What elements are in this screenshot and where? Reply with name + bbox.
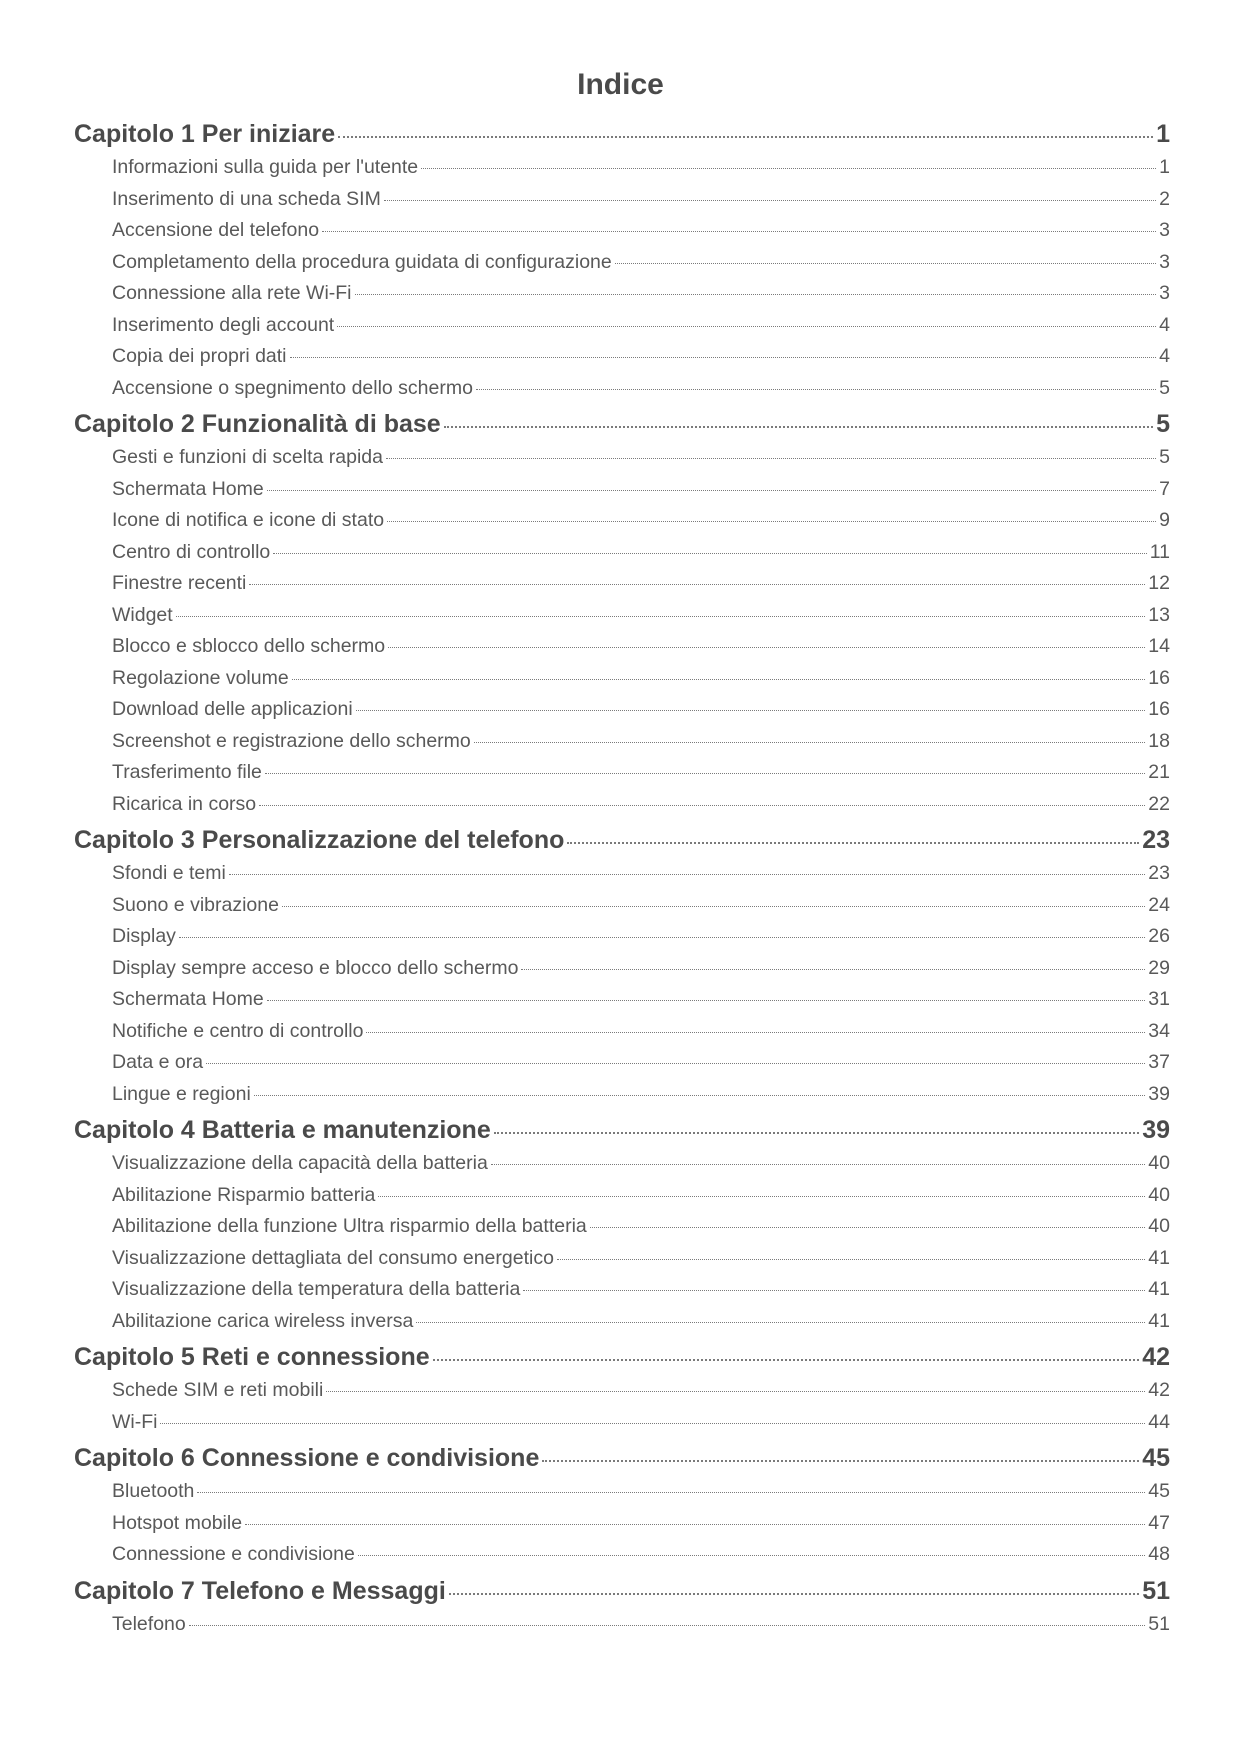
dot-leader (384, 200, 1156, 201)
toc-section-entry[interactable] (74, 1247, 1170, 1279)
dot-leader (387, 521, 1156, 522)
dot-leader (326, 1391, 1145, 1392)
toc-page-number: 41 (1148, 1278, 1170, 1300)
toc-entry-label: Telefono (112, 1612, 186, 1635)
toc-entry-label: Finestre recenti (112, 572, 247, 594)
toc-chapter-entry[interactable] (74, 410, 1170, 446)
toc-section-entry[interactable] (74, 604, 1170, 636)
toc-page-number: 18 (1148, 729, 1170, 752)
toc-page-number: 24 (1148, 893, 1170, 916)
toc-page-number: 29 (1148, 956, 1170, 979)
toc-section-entry[interactable] (74, 894, 1170, 926)
toc-page-number: 40 (1148, 1183, 1170, 1206)
toc-page-number: 12 (1148, 572, 1170, 594)
toc-page-number: 37 (1148, 1051, 1170, 1073)
dot-leader (494, 1132, 1139, 1134)
toc-entry-label: Copia dei propri dati (112, 345, 287, 367)
toc-section-entry[interactable] (74, 698, 1170, 730)
dot-leader (491, 1164, 1146, 1165)
toc-page-number: 47 (1148, 1511, 1170, 1534)
toc-section-entry[interactable] (74, 862, 1170, 894)
toc-section-entry[interactable] (74, 667, 1170, 699)
toc-entry-label: Download delle applicazioni (112, 698, 353, 720)
toc-section-entry[interactable] (74, 541, 1170, 573)
toc-section-entry[interactable] (74, 314, 1170, 346)
toc-entry-label: Icone di notifica e icone di stato (112, 509, 385, 531)
toc-page-number: 41 (1148, 1309, 1170, 1332)
toc-section-entry[interactable] (74, 509, 1170, 541)
toc-entry-label: Screenshot e registrazione dello schermo (112, 729, 471, 752)
dot-leader (366, 1032, 1145, 1033)
toc-entry-label: Display sempre acceso e blocco dello schermo (112, 956, 519, 979)
toc-page-number: 5 (1156, 410, 1170, 438)
toc-entry-label: Gesti e funzioni di scelta rapida (112, 446, 383, 468)
toc-entry-label: Capitolo 3 Personalizzazione del telefono (74, 826, 565, 854)
toc-entry-label: Schermata Home (112, 988, 264, 1010)
dot-leader (338, 136, 1153, 138)
toc-page-number: 3 (1159, 219, 1170, 241)
toc-page-number: 51 (1142, 1576, 1170, 1605)
dot-leader (206, 1063, 1145, 1064)
dot-leader (386, 458, 1156, 459)
toc-section-entry[interactable] (74, 635, 1170, 667)
dot-leader (449, 1593, 1139, 1595)
toc-entry-label: Capitolo 6 Connessione e condivisione (74, 1444, 540, 1472)
toc-entry-label: Wi-Fi (112, 1410, 158, 1433)
toc-entry-label: Capitolo 7 Telefono e Messaggi (74, 1576, 446, 1605)
toc-page-number: 9 (1159, 509, 1170, 531)
dot-leader (322, 231, 1156, 232)
toc-page-number: 48 (1148, 1543, 1170, 1565)
toc-entry-label: Schede SIM e reti mobili (112, 1379, 324, 1401)
toc-entry-label: Centro di controllo (112, 540, 271, 563)
dot-leader (356, 710, 1146, 711)
toc-entry-label: Abilitazione Risparmio batteria (112, 1183, 376, 1206)
dot-leader (179, 937, 1145, 938)
toc-page-number: 5 (1159, 376, 1170, 399)
toc-page-number: 21 (1148, 761, 1170, 783)
toc-section-entry[interactable] (74, 730, 1170, 762)
toc-entry-label: Data e ora (112, 1051, 204, 1073)
toc-chapter-entry[interactable] (74, 1444, 1170, 1480)
toc-page-number: 16 (1148, 666, 1170, 689)
toc-section-entry[interactable] (74, 1215, 1170, 1247)
toc-entry-label: Blocco e sblocco dello schermo (112, 635, 386, 657)
toc-page-number: 23 (1142, 826, 1170, 854)
dot-leader (254, 1095, 1146, 1096)
dot-leader (355, 294, 1157, 295)
toc-section-entry[interactable] (74, 251, 1170, 283)
toc-entry-label: Capitolo 2 Funzionalità di base (74, 410, 441, 438)
toc-entry-label: Trasferimento file (112, 761, 262, 783)
toc-entry-label: Abilitazione carica wireless inversa (112, 1309, 414, 1332)
toc-entry-label: Bluetooth (112, 1480, 195, 1502)
toc-page-number: 26 (1148, 925, 1170, 947)
toc-entry-label: Inserimento di una scheda SIM (112, 187, 381, 210)
dot-leader (476, 389, 1156, 390)
toc-entry-label: Visualizzazione della temperatura della batteria (112, 1278, 521, 1300)
toc-page-number: 3 (1159, 282, 1170, 304)
dot-leader (542, 1460, 1139, 1462)
toc-entry-label: Abilitazione della funzione Ultra risparmio della batteria (112, 1215, 587, 1237)
toc-section-entry[interactable] (74, 377, 1170, 409)
toc-page-number: 39 (1142, 1116, 1170, 1144)
toc-section-entry[interactable] (74, 1083, 1170, 1115)
toc-section-entry[interactable] (74, 793, 1170, 825)
dot-leader (421, 168, 1156, 169)
dot-leader (557, 1259, 1145, 1260)
toc-section-entry[interactable] (74, 1310, 1170, 1342)
dot-leader (197, 1492, 1145, 1493)
toc-chapter-entry[interactable] (74, 1577, 1170, 1613)
toc-section-entry[interactable] (74, 188, 1170, 220)
toc-entry-label: Capitolo 5 Reti e connessione (74, 1343, 430, 1371)
toc-page-number: 42 (1142, 1343, 1170, 1371)
dot-leader (229, 874, 1145, 875)
toc-section-entry[interactable] (74, 1278, 1170, 1310)
toc-entry-label: Sfondi e temi (112, 862, 226, 884)
toc-section-entry[interactable] (74, 1480, 1170, 1512)
dot-leader (267, 490, 1156, 491)
toc-section-entry[interactable] (74, 1411, 1170, 1443)
toc-section-entry[interactable] (74, 1184, 1170, 1216)
toc-page-number: 34 (1148, 1019, 1170, 1042)
toc-section-entry[interactable] (74, 988, 1170, 1020)
toc-section-entry[interactable] (74, 282, 1170, 314)
toc-entry-label: Schermata Home (112, 477, 264, 500)
toc-section-entry[interactable] (74, 478, 1170, 510)
toc-section-entry[interactable] (74, 1379, 1170, 1411)
dot-leader (444, 426, 1153, 428)
toc-entry-label: Regolazione volume (112, 666, 289, 689)
dot-leader (615, 263, 1156, 264)
toc-page-number: 45 (1148, 1480, 1170, 1502)
toc-page-number: 40 (1148, 1215, 1170, 1237)
toc-entry-label: Capitolo 4 Batteria e manutenzione (74, 1116, 491, 1144)
dot-leader (378, 1196, 1145, 1197)
toc-entry-label: Connessione e condivisione (112, 1543, 355, 1565)
toc-entry-label: Widget (112, 603, 173, 626)
toc-section-entry[interactable] (74, 572, 1170, 604)
toc-page-number: 23 (1148, 862, 1170, 884)
dot-leader (245, 1524, 1145, 1525)
dot-leader (521, 969, 1145, 970)
toc-section-entry[interactable] (74, 219, 1170, 251)
toc-page-number: 3 (1159, 250, 1170, 273)
toc-entry-label: Lingue e regioni (112, 1082, 251, 1105)
toc-entry-label: Accensione o spegnimento dello schermo (112, 376, 473, 399)
dot-leader (259, 805, 1145, 806)
toc-chapter-entry[interactable] (74, 120, 1170, 156)
toc-page-number: 44 (1148, 1410, 1170, 1433)
dot-leader (290, 357, 1157, 358)
toc-page-number: 13 (1148, 603, 1170, 626)
toc-page-number: 4 (1159, 313, 1170, 336)
toc-page-number: 41 (1148, 1246, 1170, 1269)
toc-page-number: 4 (1159, 345, 1170, 367)
toc-page-number: 22 (1148, 792, 1170, 815)
dot-leader (590, 1227, 1146, 1228)
toc-page-number: 39 (1148, 1082, 1170, 1105)
toc-section-entry[interactable] (74, 345, 1170, 377)
toc-entry-label: Connessione alla rete Wi-Fi (112, 282, 352, 304)
toc-page-number: 40 (1148, 1152, 1170, 1174)
toc-section-entry[interactable] (74, 1543, 1170, 1575)
dot-leader (249, 584, 1145, 585)
toc-page-number: 1 (1156, 120, 1170, 148)
toc-section-entry[interactable] (74, 156, 1170, 188)
dot-leader (474, 742, 1146, 743)
toc-section-entry[interactable] (74, 1613, 1170, 1645)
toc-page-number: 42 (1148, 1379, 1170, 1401)
toc-entry-label: Capitolo 1 Per iniziare (74, 120, 336, 148)
toc-section-entry[interactable] (74, 1020, 1170, 1052)
dot-leader (282, 906, 1145, 907)
toc-entry-label: Visualizzazione dettagliata del consumo energetico (112, 1246, 554, 1269)
page-title: Indice (577, 68, 664, 101)
toc-page-number: 45 (1142, 1444, 1170, 1472)
dot-leader (160, 1423, 1145, 1424)
toc-entry-label: Ricarica in corso (112, 792, 257, 815)
dot-leader (523, 1290, 1145, 1291)
dot-leader (416, 1322, 1145, 1323)
toc-page-number: 1 (1159, 156, 1170, 178)
dot-leader (273, 553, 1147, 554)
toc-entry-label: Completamento della procedura guidata di configurazione (112, 250, 612, 273)
dot-leader (388, 647, 1145, 648)
dot-leader (267, 1000, 1146, 1001)
dot-leader (358, 1555, 1145, 1556)
toc-entry-label: Display (112, 925, 176, 947)
dot-leader (265, 773, 1145, 774)
toc-section-entry[interactable] (74, 1152, 1170, 1184)
dot-leader (189, 1625, 1146, 1626)
toc-section-entry[interactable] (74, 957, 1170, 989)
toc-section-entry[interactable] (74, 446, 1170, 478)
dot-leader (176, 616, 1146, 617)
toc-page-number: 16 (1148, 698, 1170, 720)
dot-leader (567, 842, 1139, 844)
toc-entry-label: Notifiche e centro di controllo (112, 1019, 364, 1042)
toc-page-number: 2 (1159, 187, 1170, 210)
toc-section-entry[interactable] (74, 1512, 1170, 1544)
table-of-contents (74, 120, 1170, 1644)
toc-section-entry[interactable] (74, 761, 1170, 793)
dot-leader (292, 679, 1146, 680)
toc-page-number: 51 (1148, 1612, 1170, 1635)
toc-chapter-entry[interactable] (74, 1343, 1170, 1379)
toc-page-number: 14 (1148, 635, 1170, 657)
dot-leader (433, 1359, 1140, 1361)
toc-entry-label: Accensione del telefono (112, 219, 320, 241)
toc-entry-label: Informazioni sulla guida per l'utente (112, 156, 419, 178)
toc-entry-label: Visualizzazione della capacità della batteria (112, 1152, 488, 1174)
toc-entry-label: Suono e vibrazione (112, 893, 279, 916)
toc-page-number: 31 (1148, 988, 1170, 1010)
dot-leader (337, 326, 1156, 327)
toc-chapter-entry[interactable] (74, 826, 1170, 862)
toc-page-number: 5 (1159, 446, 1170, 468)
toc-page-number: 7 (1159, 477, 1170, 500)
toc-entry-label: Hotspot mobile (112, 1511, 243, 1534)
toc-section-entry[interactable] (74, 925, 1170, 957)
toc-chapter-entry[interactable] (74, 1116, 1170, 1152)
toc-section-entry[interactable] (74, 1051, 1170, 1083)
toc-page-number: 11 (1149, 540, 1170, 563)
toc-entry-label: Inserimento degli account (112, 313, 335, 336)
